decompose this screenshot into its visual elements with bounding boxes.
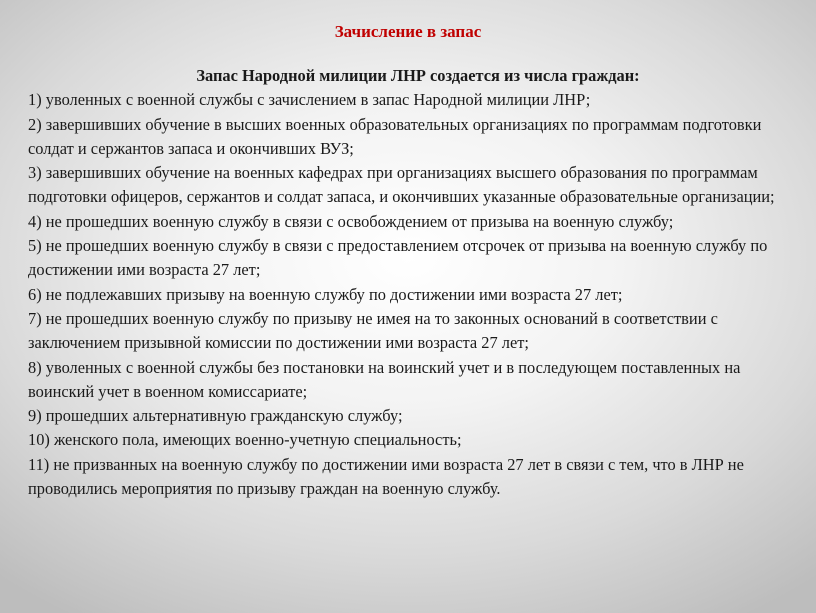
list-item: 7) не прошедших военную службу по призыву не имея на то законных оснований в соответствии с заключением призывной комиссии по достижении ими возраста 27 лет; (28, 308, 718, 353)
slide-body (28, 64, 796, 501)
list-item: 4) не прошедших военную службу в связи с освобождением от призыва на военную службу; (28, 211, 674, 231)
list-item: 6) не подлежавших призыву на военную службу по достижении ими возраста 27 лет; (28, 284, 623, 304)
list-item: 5) не прошедших военную службу в связи с предоставлением отсрочек от призыва на военную службу по достижении ими возраста 27 лет; (28, 236, 768, 280)
list-item: 3) завершивших обучение на военных кафедрах при организациях высшего образования по программам подготовки офицеров, сержантов и солдат запаса, и окончивших указанные образовательные организации; (28, 163, 775, 207)
list-item: 10) женского пола, имеющих военно-учетную специальность; (28, 430, 462, 450)
list-item: 2) завершивших обучение в высших военных образовательных организациях по программам подготовки солдат и сержантов запаса и окончивших ВУЗ; (28, 114, 762, 158)
citizen-category-list (28, 88, 796, 501)
list-item: 1) уволенных с военной службы с зачислением в запас Народной милиции ЛНР; (28, 90, 591, 110)
list-item: 11) не призванных на военную службу по достижении ими возраста 27 лет в связи с тем, что в ЛНР не проводились мероприятия по призыву граждан на военную службу. (28, 454, 744, 499)
list-item: 8) уволенных с военной службы без постановки на воинский учет и в последующем поставленных на воинский учет в военном комиссариате; (28, 357, 741, 401)
list-item: 9) прошедших альтернативную гражданскую службу; (28, 406, 403, 426)
slide-title: Зачисление в запас (334, 22, 482, 41)
slide-subtitle: Запас Народной милиции ЛНР создается из числа граждан: (196, 66, 640, 85)
